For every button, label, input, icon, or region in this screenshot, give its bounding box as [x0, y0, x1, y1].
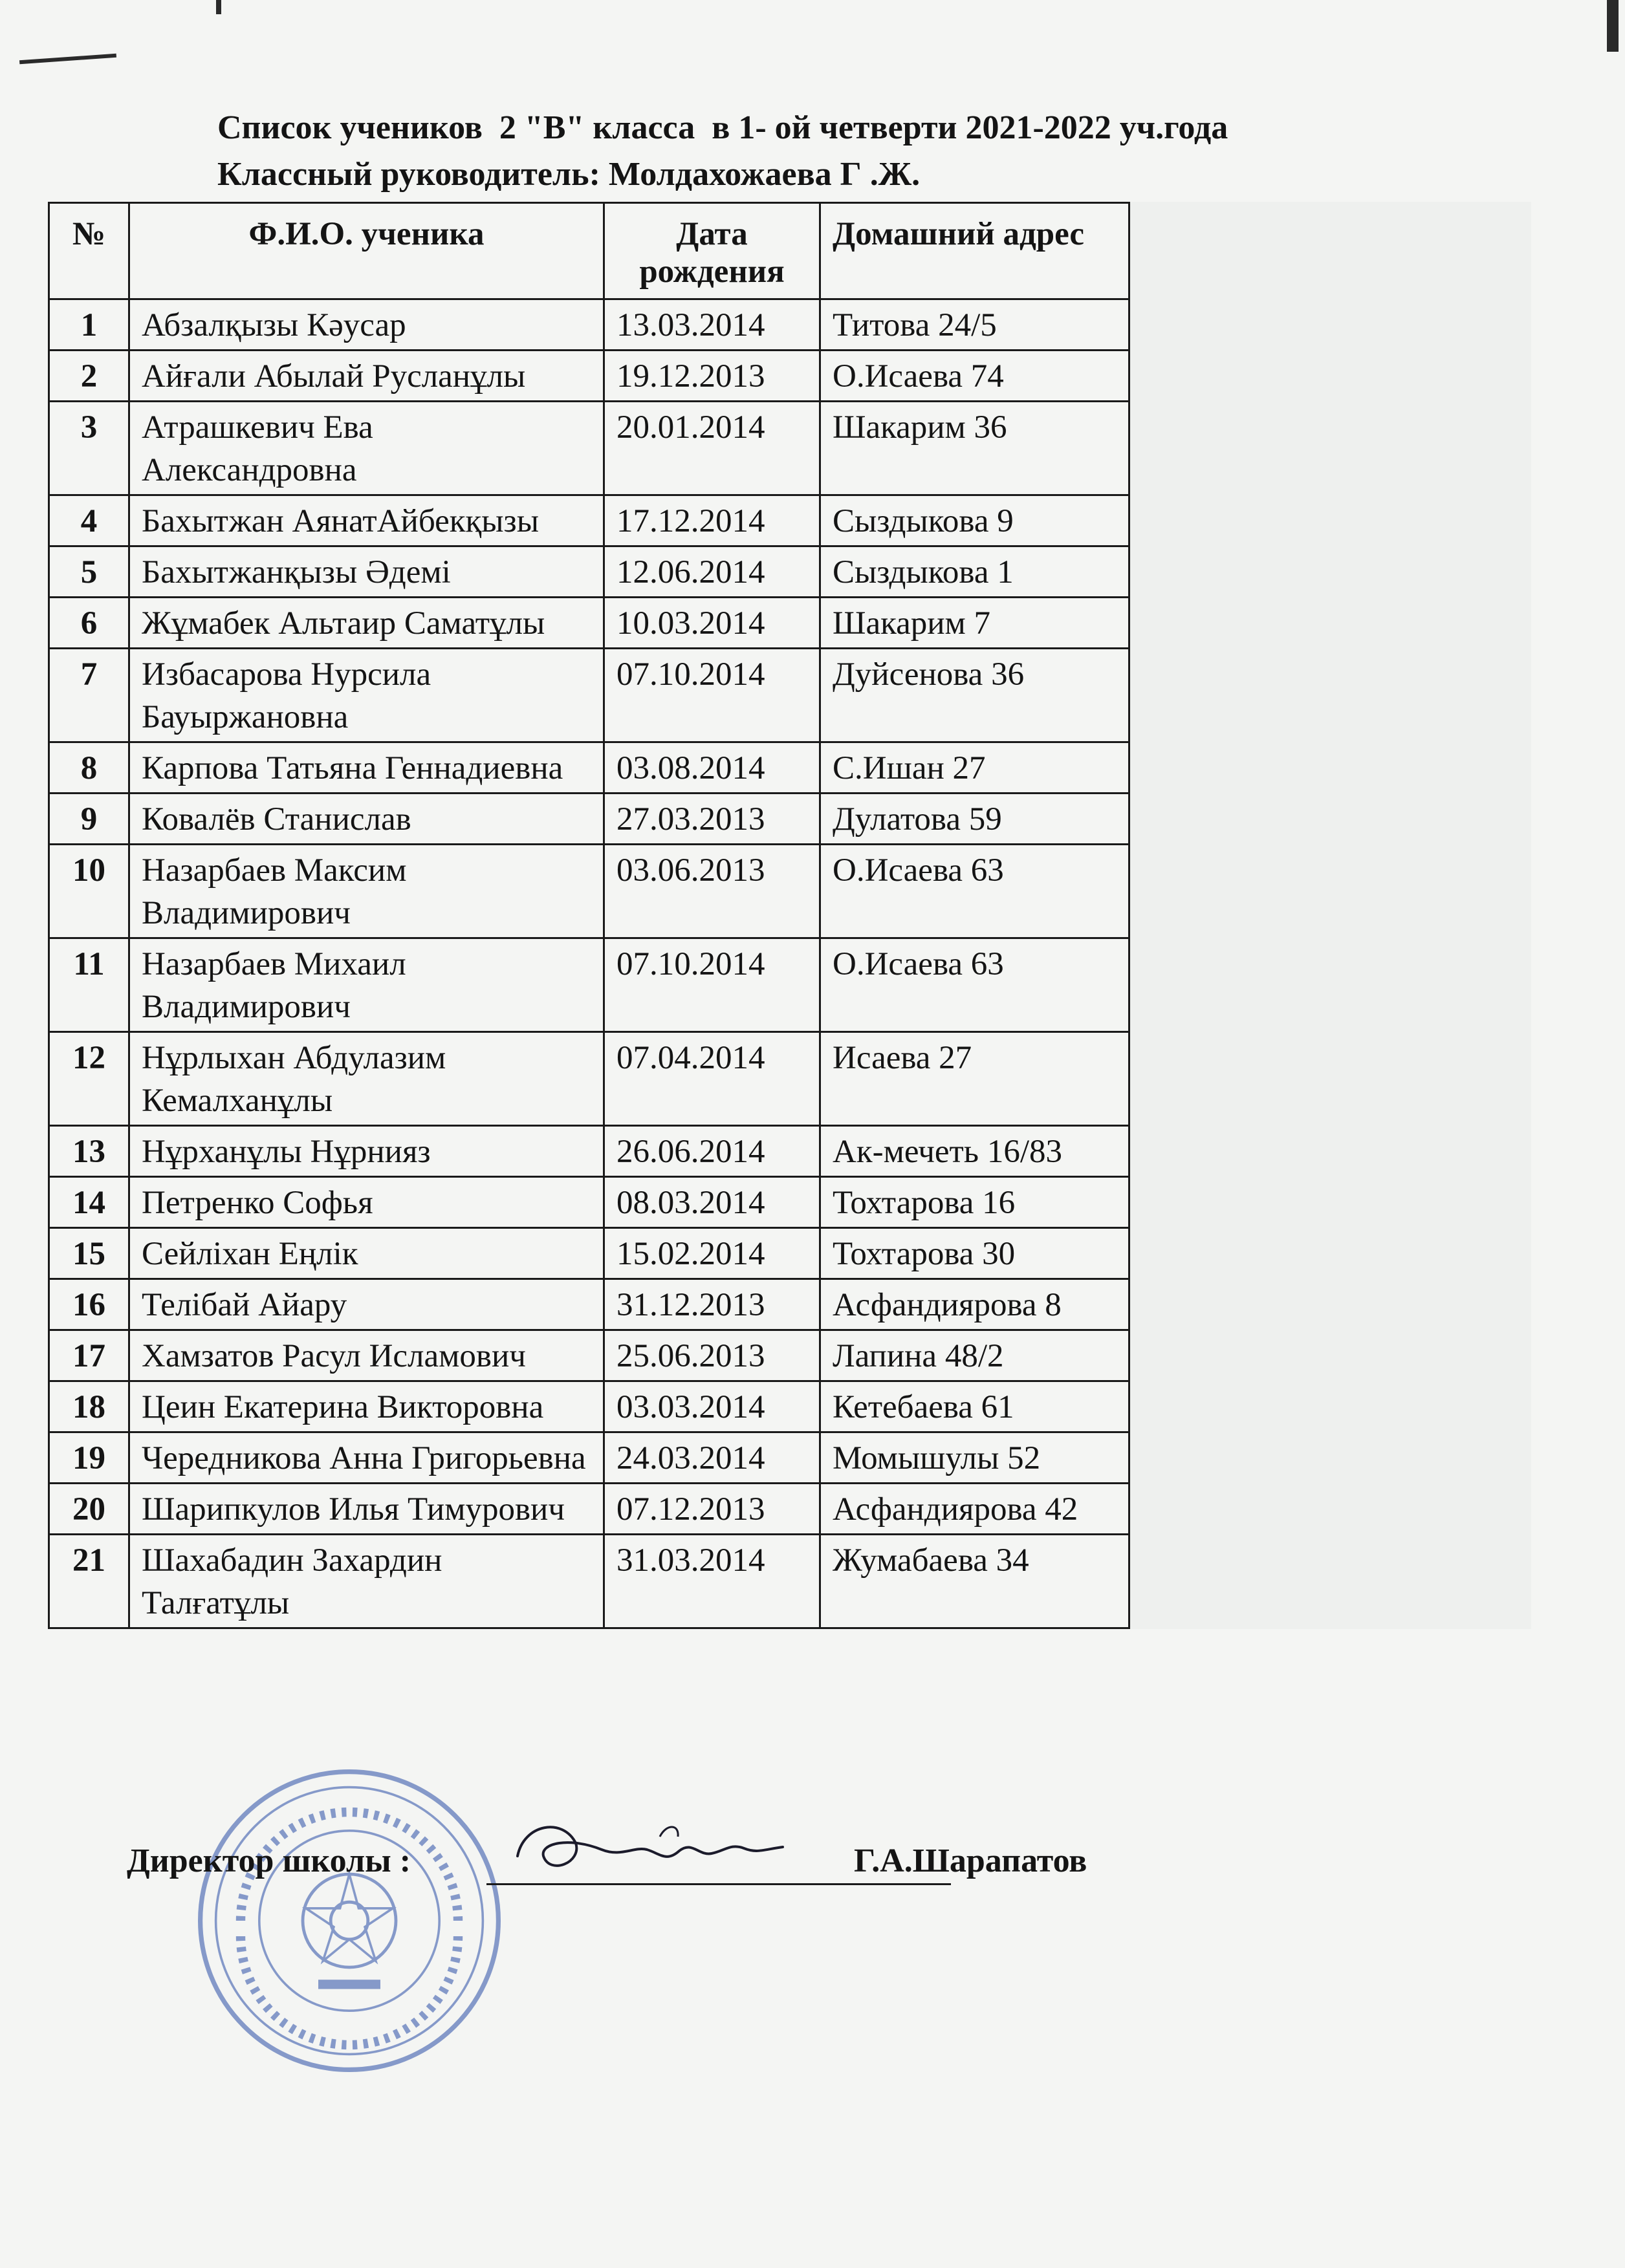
handwritten-signature-icon: [505, 1811, 815, 1895]
director-label: Директор школы :: [127, 1842, 411, 1879]
table-row: [49, 649, 1129, 742]
row-number: 4: [49, 495, 129, 546]
table-row: [49, 938, 1129, 1032]
table-row: [49, 794, 1129, 845]
home-address: Дулатова 59: [820, 794, 1129, 845]
faded-column: [1128, 202, 1531, 1629]
home-address: Титова 24/5: [820, 299, 1129, 351]
row-number: 3: [49, 402, 129, 495]
birth-date: 25.06.2013: [604, 1330, 820, 1381]
home-address: Асфандиярова 42: [820, 1484, 1129, 1535]
home-address: Сыздыкова 9: [820, 495, 1129, 546]
header-name: Ф.И.О. ученика: [129, 203, 604, 299]
home-address: О.Исаева 63: [820, 845, 1129, 938]
birth-date: 03.06.2013: [604, 845, 820, 938]
home-address: С.Ишан 27: [820, 742, 1129, 794]
table-row: [49, 546, 1129, 598]
student-name: Айғали Абылай Русланұлы: [129, 351, 604, 402]
header-num: №: [49, 203, 129, 299]
home-address: Шакарим 36: [820, 402, 1129, 495]
home-address: Момышулы 52: [820, 1432, 1129, 1484]
students-table: [48, 202, 1130, 1629]
birth-date: 07.04.2014: [604, 1032, 820, 1126]
student-name: Шахабадин Захардин Талғатұлы: [129, 1535, 604, 1628]
scan-mark: [19, 54, 116, 64]
birth-date: 07.10.2014: [604, 649, 820, 742]
table-row: [49, 598, 1129, 649]
student-name: Назарбаев Максим Владимирович: [129, 845, 604, 938]
birth-date: 08.03.2014: [604, 1177, 820, 1228]
table-header-row: [49, 203, 1129, 299]
row-number: 12: [49, 1032, 129, 1126]
row-number: 7: [49, 649, 129, 742]
scan-mark: [1607, 0, 1619, 52]
table-row: [49, 742, 1129, 794]
birth-date: 12.06.2014: [604, 546, 820, 598]
table-row: [49, 1535, 1129, 1628]
student-name: Ковалёв Станислав: [129, 794, 604, 845]
student-name: Жұмабек Альтаир Саматұлы: [129, 598, 604, 649]
student-name: Бахытжанқызы Әдемі: [129, 546, 604, 598]
home-address: Асфандиярова 8: [820, 1279, 1129, 1330]
birth-date: 13.03.2014: [604, 299, 820, 351]
student-name: Хамзатов Расул Исламович: [129, 1330, 604, 1381]
home-address: Кетебаева 61: [820, 1381, 1129, 1432]
row-number: 14: [49, 1177, 129, 1228]
student-name: Цеин Екатерина Викторовна: [129, 1381, 604, 1432]
birth-date: 24.03.2014: [604, 1432, 820, 1484]
table-row: [49, 299, 1129, 351]
birth-date: 26.06.2014: [604, 1126, 820, 1177]
director-name: Г.А.Шарапатов: [854, 1842, 1087, 1879]
student-name: Абзалқызы Кәусар: [129, 299, 604, 351]
home-address: Ак-мечеть 16/83: [820, 1126, 1129, 1177]
row-number: 19: [49, 1432, 129, 1484]
table-row: [49, 1177, 1129, 1228]
student-name: Карпова Татьяна Геннадиевна: [129, 742, 604, 794]
student-name: Сейліхан Еңлік: [129, 1228, 604, 1279]
row-number: 18: [49, 1381, 129, 1432]
birth-date: 20.01.2014: [604, 402, 820, 495]
row-number: 11: [49, 938, 129, 1032]
birth-date: 31.03.2014: [604, 1535, 820, 1628]
home-address: Тохтарова 30: [820, 1228, 1129, 1279]
student-name: Нұрханұлы Нұрнияз: [129, 1126, 604, 1177]
row-number: 5: [49, 546, 129, 598]
birth-date: 07.12.2013: [604, 1484, 820, 1535]
home-address: Лапина 48/2: [820, 1330, 1129, 1381]
row-number: 6: [49, 598, 129, 649]
birth-date: 19.12.2013: [604, 351, 820, 402]
document-header: [217, 105, 1446, 198]
row-number: 20: [49, 1484, 129, 1535]
birth-date: 03.08.2014: [604, 742, 820, 794]
home-address: Исаева 27: [820, 1032, 1129, 1126]
row-number: 8: [49, 742, 129, 794]
student-name: Петренко Софья: [129, 1177, 604, 1228]
table-row: [49, 1279, 1129, 1330]
student-name: Чередникова Анна Григорьевна: [129, 1432, 604, 1484]
row-number: 2: [49, 351, 129, 402]
table-row: [49, 1432, 1129, 1484]
row-number: 21: [49, 1535, 129, 1628]
row-number: 17: [49, 1330, 129, 1381]
home-address: Сыздыкова 1: [820, 546, 1129, 598]
table-row: [49, 845, 1129, 938]
birth-date: 10.03.2014: [604, 598, 820, 649]
table-row: [49, 1032, 1129, 1126]
student-name: Бахытжан АянатАйбекқызы: [129, 495, 604, 546]
birth-date: 31.12.2013: [604, 1279, 820, 1330]
table-row: [49, 1381, 1129, 1432]
class-teacher-line: Классный руководитель: Молдахожаева Г .Ж.: [217, 156, 921, 193]
student-name: Атрашкевич Ева Александровна: [129, 402, 604, 495]
table-row: [49, 402, 1129, 495]
birth-date: 03.03.2014: [604, 1381, 820, 1432]
row-number: 16: [49, 1279, 129, 1330]
birth-date: 27.03.2013: [604, 794, 820, 845]
row-number: 13: [49, 1126, 129, 1177]
student-name: Телібай Айару: [129, 1279, 604, 1330]
official-stamp-icon: [194, 1766, 505, 2076]
row-number: 10: [49, 845, 129, 938]
home-address: Тохтарова 16: [820, 1177, 1129, 1228]
student-name: Избасарова Нурсила Бауыржановна: [129, 649, 604, 742]
header-address: Домашний адрес: [820, 203, 1129, 299]
table-row: [49, 1484, 1129, 1535]
table-row: [49, 1228, 1129, 1279]
student-name: Нұрлыхан Абдулазим Кемалханұлы: [129, 1032, 604, 1126]
table-row: [49, 351, 1129, 402]
student-name: Назарбаев Михаил Владимирович: [129, 938, 604, 1032]
birth-date: 07.10.2014: [604, 938, 820, 1032]
birth-date: 15.02.2014: [604, 1228, 820, 1279]
table-row: [49, 495, 1129, 546]
student-name: Шарипкулов Илья Тимурович: [129, 1484, 604, 1535]
row-number: 15: [49, 1228, 129, 1279]
home-address: Жумабаева 34: [820, 1535, 1129, 1628]
home-address: Дуйсенова 36: [820, 649, 1129, 742]
home-address: О.Исаева 74: [820, 351, 1129, 402]
birth-date: 17.12.2014: [604, 495, 820, 546]
row-number: 9: [49, 794, 129, 845]
scan-mark: [216, 0, 221, 14]
document-title: Список учеников 2 "В" класса в 1- ой четверти 2021-2022 уч.года: [217, 109, 1228, 146]
row-number: 1: [49, 299, 129, 351]
table-row: [49, 1126, 1129, 1177]
table-body: [49, 299, 1129, 1628]
table-row: [49, 1330, 1129, 1381]
home-address: Шакарим 7: [820, 598, 1129, 649]
home-address: О.Исаева 63: [820, 938, 1129, 1032]
header-dob: Дата рождения: [604, 203, 820, 299]
